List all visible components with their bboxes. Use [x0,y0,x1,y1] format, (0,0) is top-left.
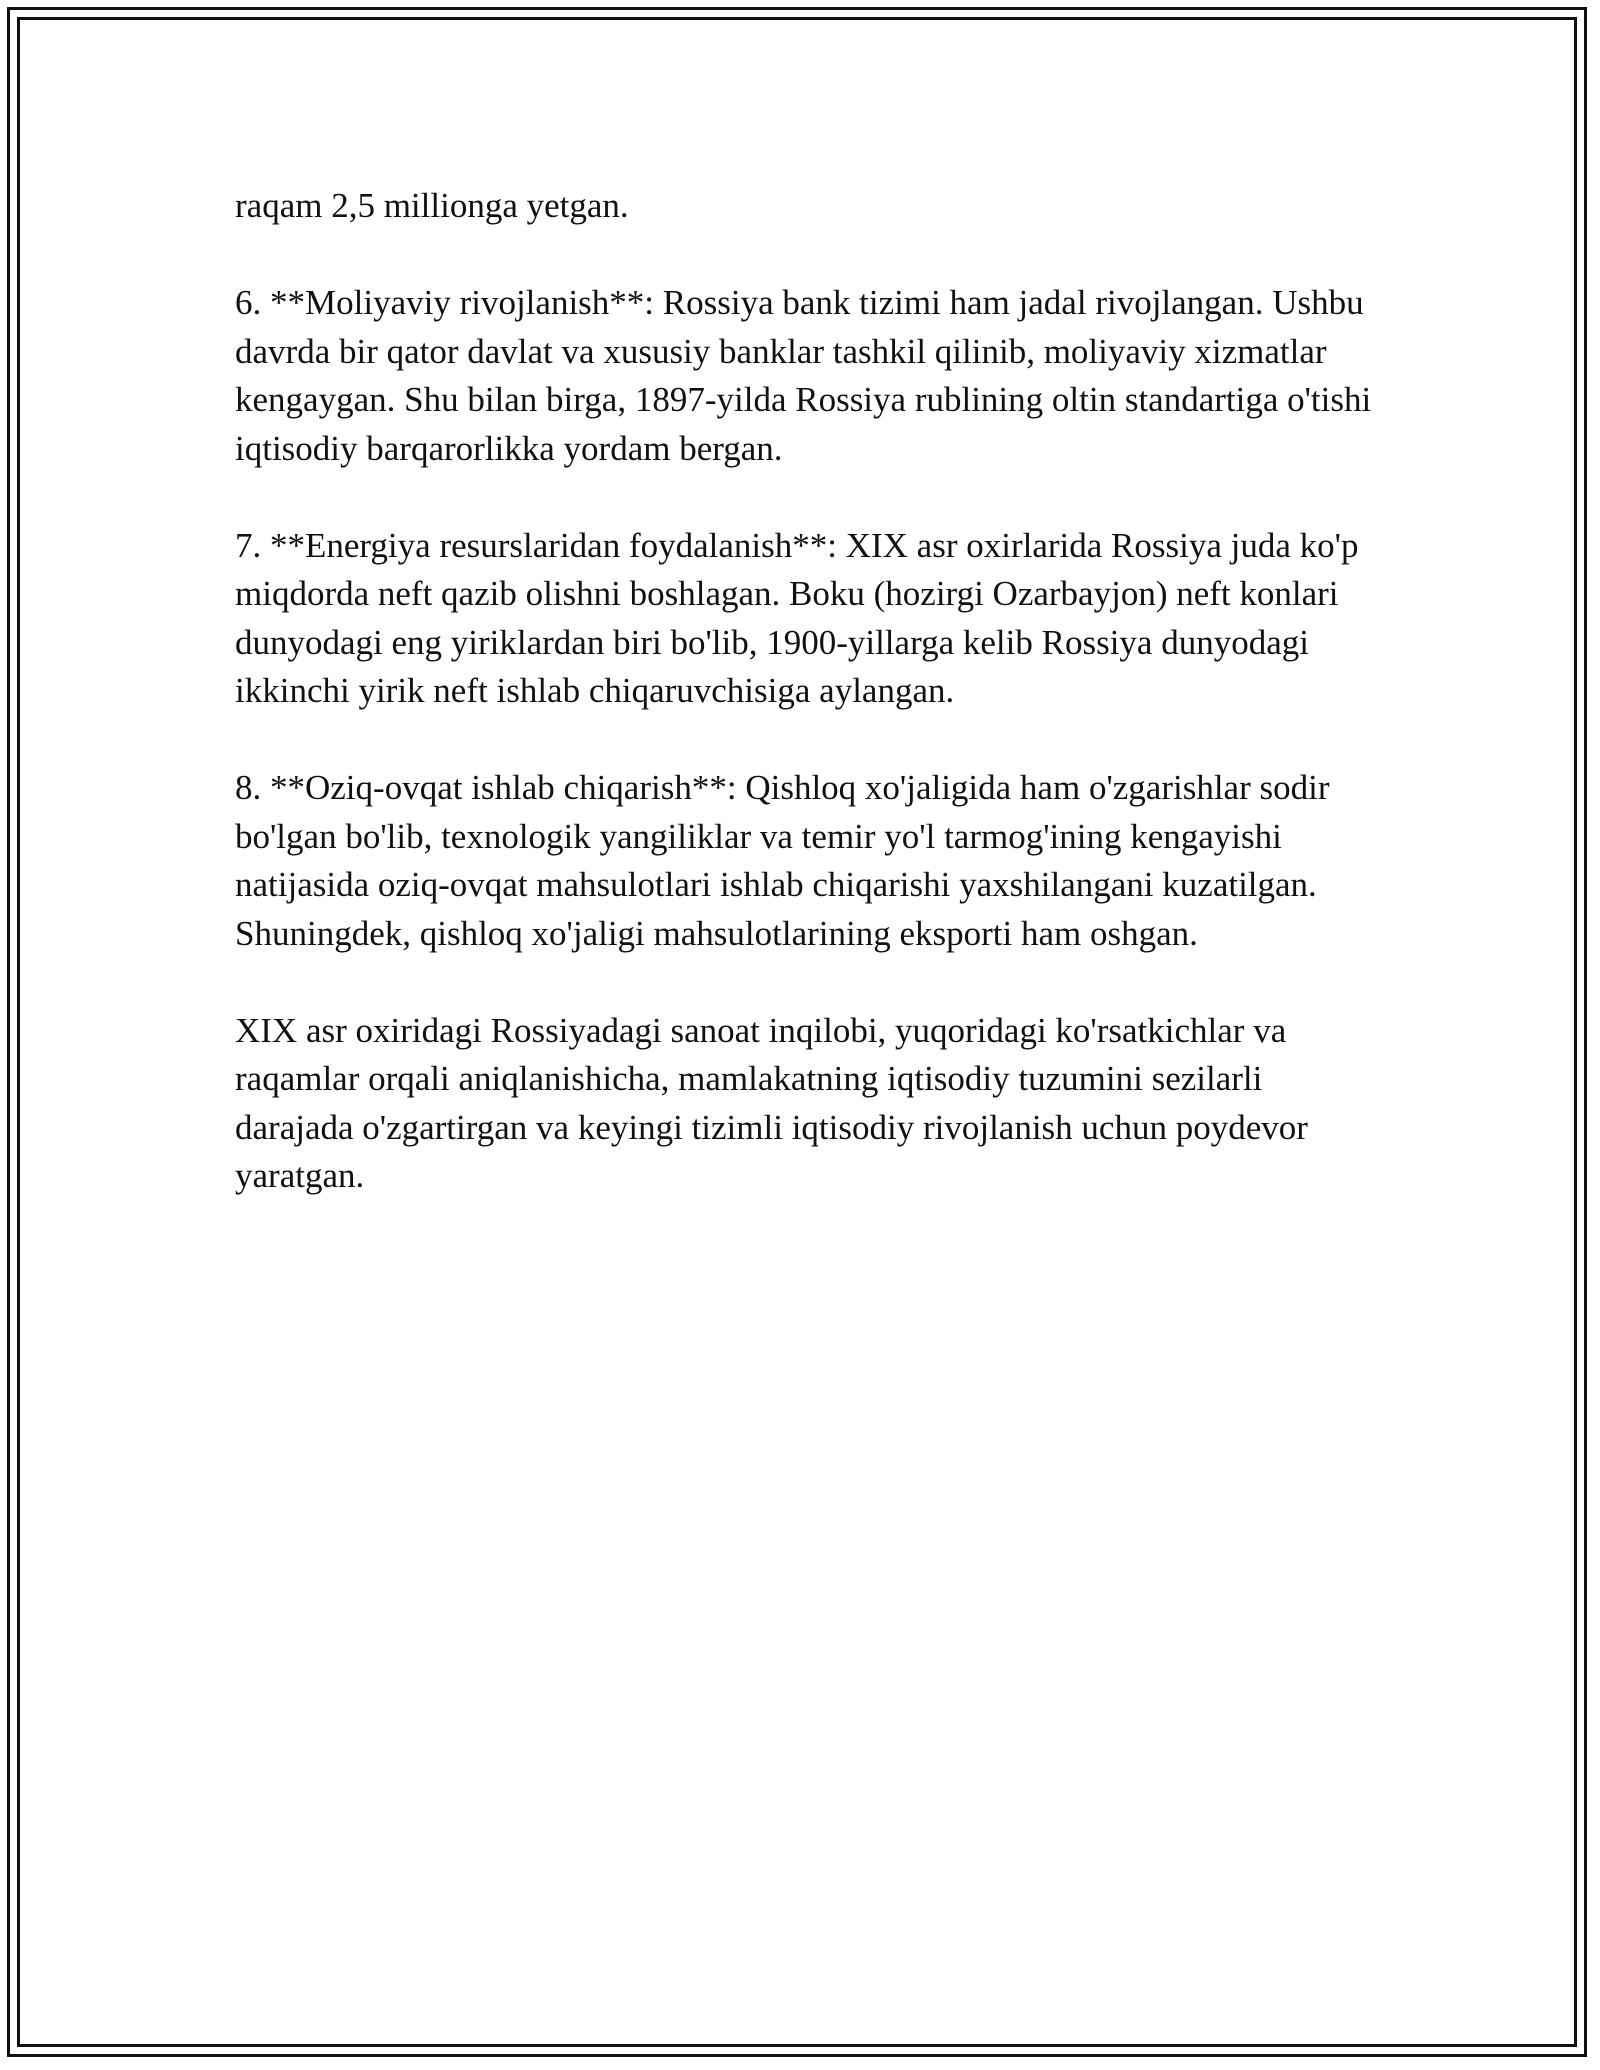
document-body [235,182,1375,1249]
paragraph-financial-development: 6. **Moliyaviy rivojlanish**: Rossiya bank tizimi ham jadal rivojlangan. Ushbu davrda bir qator davlat va xususiy banklar tashkil qilinib, moliyaviy xizmatlar kengaygan. Shu bilan birga, 1897-yilda Rossiya rublining oltin standartiga o'tishi iqtisodiy barqarorlikka yordam bergan. [235,283,1372,468]
paragraph-continuation: raqam 2,5 millionga yetgan. [235,186,629,225]
paragraph-conclusion: XIX asr oxiridagi Rossiyadagi sanoat inqilobi, yuqoridagi ko'rsatkichlar va raqamlar orqali aniqlanishicha, mamlakatning iqtisodiy tuzumini sezilarli darajada o'zgartirgan va keyingi tizimli iqtisodiy rivojlanish uchun poydevor yaratgan. [235,1010,1308,1195]
paragraph-food-production: 8. **Oziq-ovqat ishlab chiqarish**: Qishloq xo'jaligida ham o'zgarishlar sodir bo'lgan bo'lib, texnologik yangiliklar va temir yo'l tarmog'ining kengayishi natijasida oziq-ovqat mahsulotlari ishlab chiqarishi yaxshilangani kuzatilgan. Shuningdek, qishloq xo'jaligi mahsulotlarining eksporti ham oshgan. [235,768,1330,953]
paragraph-energy-resources: 7. **Energiya resurslaridan foydalanish**: XIX asr oxirlarida Rossiya juda ko'p miqdorda neft qazib olishni boshlagan. Boku (hozirgi Ozarbayjon) neft konlari dunyodagi eng yiriklardan biri bo'lib, 1900-yillarga kelib Rossiya dunyodagi ikkinchi yirik neft ishlab chiqaruvchisiga aylangan. [235,525,1359,710]
